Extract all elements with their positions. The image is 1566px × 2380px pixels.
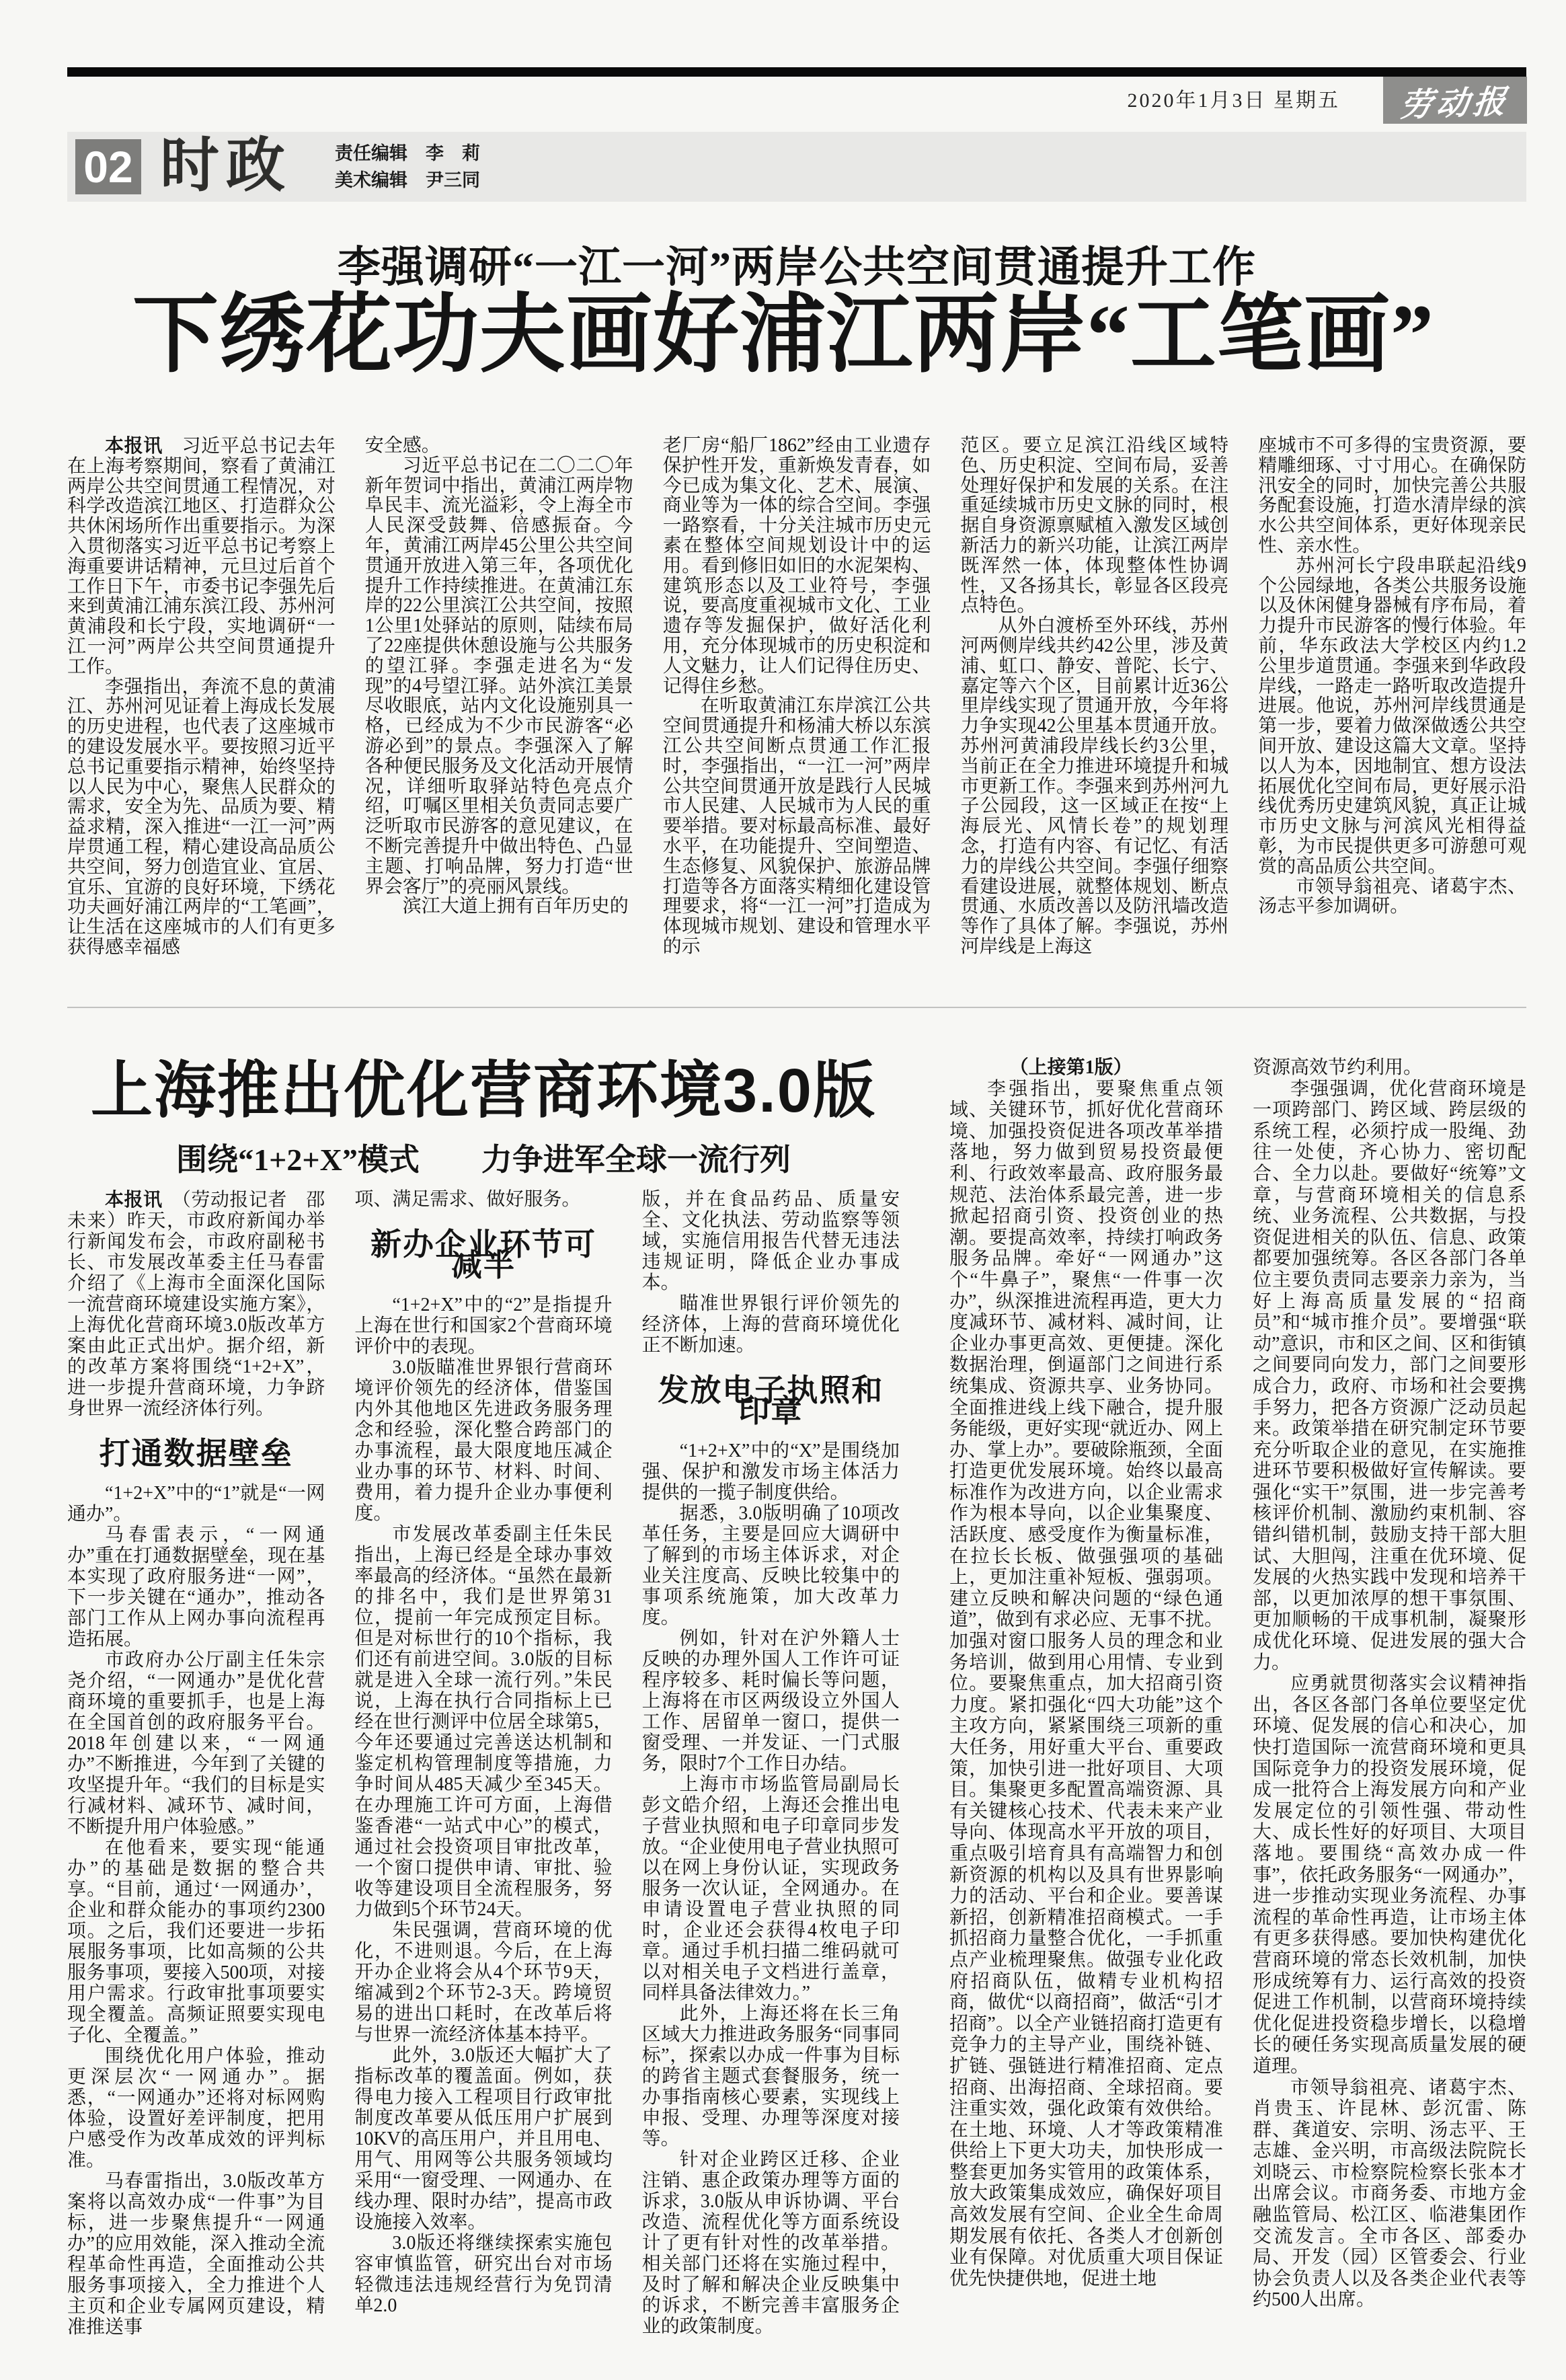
body-paragraph: 马春雷表示，“一网通办”重在打通数据壁垒，现在基本实现了政府服务进“一网”，下一步关键在“通办”，推动各部门工作从上网办事向流程再造拓展。 (67, 1525, 325, 1650)
body-paragraph: 李强指出，奔流不息的黄浦江、苏州河见证着上海成长发展的历史进程，也代表了这座城市的建设发展水平。要按照习近平总书记重要指示精神，始终坚持以人民为中心，聚焦人民群众的需求，安全为先、品质为要、精益求精，深入推进“一江一河”两岸贯通工程，精心建设高品质公共空间，努力创造宜业、宜居、宜乐、宜游的良好环境，下绣花功夫画好浦江两岸的“工笔画”，让生活在这座城市的人们有更多获得感幸福感 (67, 676, 336, 958)
body-paragraph: 滨江大道上拥有百年历史的 (402, 896, 629, 917)
body-paragraph: 针对企业跨区迁移、企业注销、惠企政策办理等方面的诉求，3.0版从申诉协调、平台改造、流程优化等方面系统设计了更有针对性的改革举措。相关部门还将在实施过程中，及时了解和解决企业反映集中的诉求，不断完善丰富服务企业的政策制度。 (641, 2149, 900, 2337)
text-column (67, 436, 336, 966)
article2-body (67, 1189, 900, 2365)
section-title: 时政 (160, 134, 292, 199)
page-number: 02 (75, 139, 141, 194)
lead-intro: 本报讯 (105, 436, 163, 456)
body-paragraph: 瞄准世界银行评价领先的经济体，上海的营商环境优化正不断加速。 (641, 1293, 900, 1356)
body-paragraph: 马春雷指出，3.0版改革方案将以高效办成“一件事”为目标，进一步聚焦提升“一网通办”的应用效能，深入推动全流程革命性再造，全面推动公共服务事项接入，全力推进个人主页和企业专属网页建设，精准推送事 (67, 2171, 325, 2338)
body-paragraph: 此外，上海还将在长三角区域大力推进政务服务“同事同标”，探索以办成一件事为目标的跨省主题式套餐服务，统一办事指南核心要素，实现线上申报、受理、办理等深度对接等。 (641, 2003, 900, 2149)
body-paragraph: 市发展改革委副主任朱民指出，上海已经是全球办事效率最高的经济体。“虽然在最新的排名中，我们是世界第31位，提前一年完成预定目标。但是对标世行的10个指标，我们还有前进空间。3.0版的目标就是进入全球一流行列。”朱民说，上海在执行合同指标上已经在世行测评中位居全球第5，今年还要通过完善送达机制和鉴定机构管理制度等措施，力争时间从485天减少至345天。在办理施工许可方面，上海借鉴香港“一站式中心”的模式，通过社会投资项目审批改革，一个窗口提供申请、审批、验收等建设项目全流程服务，努力做到5个环节24天。 (354, 1524, 613, 1920)
body-paragraph: 围绕优化用户体验，推动更深层次“一网通办”。据悉，“一网通办”还将对标网购体验，设置好差评制度，把用户感受作为改革成效的评判标准。 (67, 2046, 325, 2171)
text-column (663, 436, 931, 966)
top-rule (67, 67, 1526, 77)
editor-label: 美术编辑 (335, 170, 408, 190)
newspaper-logo (1383, 77, 1527, 124)
body-paragraph: 应勇就贯彻落实会议精神指出，各区各部门各单位要坚定优环境、促发展的信心和决心，加快打造国际一流营商环境和更具国际竞争力的投资发展环境，促成一批符合上海发展方向和产业发展定位的引领性强、带动性大、成长性好的好项目、大项目落地。要围绕“高效办成一件事”，依托政务服务“一网通办”，进一步推动实现业务流程、办事流程的革命性再造，让市场主体有更多获得感。要加快构建优化营商环境的常态长效机制，加快形成统筹有力、运行高效的投资促进工作机制，以营商环境持续优化促进投资稳步增长，以稳增长的硬任务实现高质量发展的硬道理。 (1253, 1673, 1526, 2077)
jump-label: （上接第1版） (1009, 1057, 1132, 1078)
body-paragraph: 在他看来，要实现“能通办”的基础是数据的整合共享。“目前，通过‘一网通办’，企业和群众能办的事项约2300项。之后，我们还要进一步拓展服务事项，比如高频的公共服务事项，要接入500项，对接用户需求。行政审批事项要实现全覆盖。高频证照要实现电子化、全覆盖。” (67, 1837, 325, 2046)
body-paragraph: 市政府办公厅副主任朱宗尧介绍，“一网通办”是优化营商环境的重要抓手，也是上海在全国首创的政府服务平台。2018年创建以来，“一网通办”不断推进，今年到了关键的攻坚提升年。“我们的目标是实行减材料、减环节、减时间，不断提升用户体验感。” (67, 1650, 325, 1837)
body-paragraph: 市领导翁祖亮、诸葛宇杰、汤志平参加调研。 (1258, 876, 1526, 917)
body-paragraph: 李强指出，要聚焦重点领域、关键环节，抓好优化营商环境、加强投资促进各项改革举措落地，努力做到贸易投资最便利、行政效率最高、政府服务最规范、法治体系最完善，进一步掀起招商引资、投资创业的热潮。要提高效率，持续打响政务服务品牌。牵好“一网通办”这个“牛鼻子”，聚焦“一件事一次办”，纵深推进流程再造，更大力度减环节、减材料、减时间，让企业办事更高效、更便捷。深化数据治理，倒逼部门之间进行系统集成、资源共享、业务协同。全面推进线上线下融合，提升服务能级，更好实现“就近办、网上办、掌上办”。要破除瓶颈，全面打造更优发展环境。始终以最高标准作为改进方向，以企业需求作为根本导向，以企业集聚度、活跃度、感受度作为衡量标准，在拉长长板、做强强项的基础上，更加注重补短板、强弱项。建立反映和解决问题的“绿色通道”，做到有求必应、无事不扰。加强对窗口服务人员的理念和业务培训，做到用心用情、专业到位。要聚焦重点，加大招商引资力度。紧扣强化“四大功能”这个主攻方向，紧紧围绕三项新的重大任务，用好重大平台、重要政策，加快引进一批好项目、大项目。集聚更多配置高端资源、具有关键核心技术、代表未来产业导向、体现高水平开放的项目，重点吸引培育具有高端智力和创新资源的机构以及具有世界影响力的活动、平台和企业。要善谋新招，创新精准招商模式。一手抓招商力量整合优化，一手抓重点产业梳理聚焦。做强专业化政府招商队伍，做精专业机构招商，做优“以商招商”，做活“引才招商”。以全产业链招商打造更有竞争力的主导产业，围绕补链、扩链、强链进行精准招商、定点招商、出海招商、全球招商。要注重实效，强化政策有效供给。在土地、环境、人才等政策精准供给上下更大功夫，加快形成一整套更加务实管用的政策体系，放大政策集成效应，确保好项目高效发展有空间、企业全生命周期发展有依托、各类人才创新创业有保障。对优质重大项目保证优先快捷供地，促进土地 (949, 1078, 1223, 2289)
body-paragraph: 习近平总书记在二〇二〇年新年贺词中指出，黄浦江两岸物阜民丰、流光溢彩，令上海全市人民深受鼓舞、倍感振奋。今年，黄浦江两岸45公里公共空间贯通开放进入第三年，各项优化提升工作持续推进。在黄浦江东岸的22公里滨江公共空间，按照1公里1处驿站的原则，陆续布局了22座提供休憩设施与公共服务的望江驿。李强走进名为“发现”的4号望江驿。站外滨江美景尽收眼底，站内文化设施别具一格，已经成为不少市民游客“必游必到”的景点。李强深入了解各种便民服务及文化活动开展情况，详细听取驿站特色亮点介绍，叮嘱区里相关负责同志要广泛听取市民游客的意见建议，在不断完善提升中做出特色、凸显主题、打响品牌，努力打造“世界会客厅”的亮丽风景线。 (364, 455, 633, 897)
body-paragraph: 市领导翁祖亮、诸葛宇杰、肖贵玉、许昆林、彭沉雷、陈群、龚道安、宗明、汤志平、王志雄、金兴明，市高级法院院长刘晓云、市检察院检察长张本才出席会议。市商务委、市地方金融监管局、松江区、临港集团作交流发言。全市各区、部委办局、开发（园）区管委会、行业协会负责人以及各类企业代表等约500人出席。 (1253, 2077, 1526, 2311)
body-paragraph: 据悉，3.0版明确了10项改革任务，主要是回应大调研中了解到的市场主体诉求，对企业关注度高、反映比较集中的事项系统施策，加大改革力度。 (641, 1503, 900, 1628)
body-paragraph: 版，并在食品药品、质量安全、文化执法、劳动监察等领域，实施信用报告代替无违法违规证明，降低企业办事成本。 (641, 1189, 900, 1293)
body-paragraph: 项、满足需求、做好服务。 (354, 1189, 581, 1210)
text-column (354, 1189, 612, 2365)
body-paragraph: 从外白渡桥至外环线，苏州河两侧岸线共约42公里，涉及黄浦、虹口、静安、普陀、长宁、嘉定等六个区，目前累计近36公里岸线实现了贯通开放，今年将力争实现42公里基本贯通开放。苏州河黄浦段岸线长约3公里，当前正在全力推进环境提升和城市更新工作。李强来到苏州河九子公园段，这一区域正在按“上海辰光、风情长卷”的规划理念，打造有内容、有记忆、有活力的岸线公共空间。李强仔细察看建设进展，就整体规划、断点贯通、水质改善以及防汛墙改造等作了具体了解。李强说，苏州河岸线是上海这 (960, 615, 1229, 957)
body-paragraph: 苏州河长宁段串联起沿线9个公园绿地，各类公共服务设施以及休闲健身器械有序布局，着力提升市民游客的慢行体验。年前，华东政法大学校区内约1.2公里步道贯通。李强来到华政段岸线，一路走一路听取改造提升进展。他说，苏州河岸线贯通是第一步，要着力做深做透公共空间开放、建设这篇大文章。坚持以人为本，因地制宜、想方设法拓展优化空间布局，更好展示沿线优秀历史建筑风貌，真正让城市历史文脉与河滨风光相得益彰，为市民提供更多可游憩可观赏的高品质公共空间。 (1258, 555, 1526, 877)
text-column (1253, 1057, 1526, 2365)
column-subhead: 发放电子执照和印章 (658, 1373, 884, 1428)
text-column (67, 1189, 325, 2365)
body-paragraph: 安全感。 (364, 436, 440, 456)
section-header-band (67, 132, 1526, 202)
text-column (642, 1189, 900, 2365)
body-paragraph: 范区。要立足滨江沿线区域特色、历史积淀、空间布局，妥善处理好保护和发展的关系。在注重延续城市历史文脉的同时，根据自身资源禀赋植入激发区域创新活力的新兴功能，让滨江两岸既浑然一体，体现整体性协调性，又各扬其长，彰显各区段亮点特色。 (960, 436, 1229, 617)
editor-name: 李 莉 (426, 143, 481, 163)
article1-headline: 下绣花功夫画好浦江两岸“工笔画” (132, 287, 1434, 383)
body-paragraph: 上海市市场监管局副局长彭文皓介绍，上海还会推出电子营业执照和电子印章同步发放。“企业使用电子营业执照可以在网上身份认证，实现政务服务一次认证，全网通办。在申请设置电子营业执照的同时，企业还会获得4枚电子印章。通过手机扫描二维码就可以对相关电子文档进行盖章，同样具备法律效力。” (641, 1774, 900, 2003)
editor-label: 责任编辑 (335, 143, 408, 163)
continuation-body (949, 1057, 1526, 2365)
body-paragraph: 资源高效节约利用。 (1253, 1057, 1423, 1078)
editor-credits (335, 140, 480, 194)
column-subhead: 新办企业环节可减半 (370, 1227, 596, 1282)
newspaper-logo-text: 劳动报 (1398, 83, 1512, 124)
body-paragraph: 李强强调，优化营商环境是一项跨部门、跨区域、跨层级的系统工程，必须拧成一股绳、劲往一处使，齐心协力、密切配合、全力以赴。要做好“统筹”文章，与营商环境相关的信息系统、业务流程、公共数据，与投资促进相关的队伍、信息、政策都要加强统筹。各区各部门各单位主要负责同志要亲力亲为，当好上海高质量发展的“招商员”和“城市推介员”。要增强“联动”意识，市和区之间、区和街镇之间要同向发力，部门之间要形成合力，政府、市场和社会要携手努力，把各方资源广泛动员起来。政策举措在研究制定环节要充分听取企业的意见，在实施推进环节要积极做好宣传解读。要强化“实干”氛围，进一步完善考核评价机制、激励约束机制、容错纠错机制，鼓励支持干部大胆试、大胆闯，注重在优环境、促发展的火热实践中发现和培养干部，以更加浓厚的想干事氛围、更加顺畅的干成事机制，凝聚形成优化环境、促进发展的强大合力。 (1253, 1078, 1526, 1673)
text-column (365, 436, 633, 966)
article2-subtitle: 围绕“1+2+X”模式 力争进军全球一流行列 (176, 1143, 791, 1177)
body-paragraph: 老厂房“船厂1862”经由工业遗存保护性开发，重新焕发青春，如今已成为集文化、艺术、展演、商业等为一体的综合空间。李强一路察看，十分关注城市历史元素在整体空间规划设计中的运用。看到修旧如旧的水泥架构、建筑形态以及工业符号，李强说，要高度重视城市文化、工业遗存等发掘保护，做好活化利用，充分体现城市的历史积淀和人文魅力，让人们记得住历史、记得住乡愁。 (662, 436, 931, 697)
masthead-date: 2020年1月3日 星期五 (1127, 89, 1340, 112)
body-paragraph: 座城市不可多得的宝贵资源，要精雕细琢、寸寸用心。在确保防汛安全的同时，加快完善公共服务配套设施，打造水清岸绿的滨水公共空间体系，更好体现亲民性、亲水性。 (1258, 436, 1526, 556)
body-paragraph: 在听取黄浦江东岸滨江公共空间贯通提升和杨浦大桥以东滨江公共空间断点贯通工作汇报时，李强指出，“一江一河”两岸公共空间贯通开放是践行人民城市人民建、人民城市为人民的重要举措。要对标最高标准、最好水平，在功能提升、空间塑造、生态修复、风貌保护、旅游品牌打造等各方面落实精细化建设管理要求，将“一江一河”打造成为体现城市规划、建设和管理水平的示 (662, 695, 931, 957)
body-paragraph: “1+2+X”中的“1”就是“一网通办”。 (67, 1483, 325, 1525)
article2-headline: 上海推出优化营商环境3.0版 (91, 1057, 876, 1125)
text-column (949, 1057, 1223, 2365)
body-paragraph: “1+2+X”中的“2”是指提升上海在世行和国家2个营商环境评价中的表现。 (354, 1295, 613, 1357)
body-paragraph: 3.0版瞄准世界银行营商环境评价领先的经济体，借鉴国内外其他地区先进政务服务理念和经验，深化整合跨部门的办事流程，最大限度地压减企业办事的环节、材料、时间、费用，着力提升企业办事便利度。 (354, 1357, 613, 1524)
editor-line (335, 140, 480, 167)
article1-kicker: 李强调研“一江一河”两岸公共空间贯通提升工作 (338, 243, 1256, 291)
text-column (960, 436, 1228, 966)
lead-intro: 本报讯 (105, 1189, 163, 1210)
body-paragraph: 例如，针对在沪外籍人士反映的办理外国人工作许可证程序较多、耗时偏长等问题，上海将在市区两级设立外国人工作、居留单一窗口，提供一窗受理、一并发证、一门式服务，限时7个工作日办结。 (641, 1628, 900, 1774)
body-paragraph: 此外，3.0版还大幅扩大了指标改革的覆盖面。例如，获得电力接入工程项目行政审批制度改革要从低压用户扩展到10KV的高压用户，并且用电、用气、用网等公共服务领域均采用“一窗受理、一网通办、在线办理、限时办结”，提高市政设施接入效率。 (354, 2045, 613, 2233)
body-paragraph: 3.0版还将继续探索实施包容审慎监管，研究出台对市场轻微违法违规经营行为免罚清单2.0 (354, 2233, 613, 2316)
body-paragraph: 朱民强调，营商环境的优化，不进则退。今后，在上海开办企业将会从4个环节9天，缩减到2个环节2-3天。跨境贸易的进出口耗时，在改革后将与世界一流经济体基本持平。 (354, 1920, 613, 2045)
editor-name: 尹三同 (426, 170, 481, 190)
editor-line (335, 167, 480, 194)
body-paragraph: “1+2+X”中的“X”是围绕加强、保护和激发市场主体活力提供的一揽子制度供给。 (641, 1441, 900, 1503)
article-divider (67, 1007, 1526, 1008)
body-paragraph: 本报讯 习近平总书记去年在上海考察期间，察看了黄浦江两岸公共空间贯通工程情况，对科学改造滨江地区、打造群众公共休闲场所作出重要指示。为深入贯彻落实习近平总书记考察上海重要讲话精神，元旦过后首个工作日下午，市委书记李强先后来到黄浦江浦东滨江段、苏州河黄浦段和长宁段，实地调研“一江一河”两岸公共空间贯通提升工作。 (67, 436, 336, 677)
article1-body (67, 436, 1526, 966)
body-paragraph: 本报讯 （劳动报记者 邵未来）昨天，市政府新闻办举行新闻发布会，市政府副秘书长、市发展改革委主任马春雷介绍了《上海市全面深化国际一流营商环境建设实施方案》，上海优化营商环境3.0版改革方案由此正式出炉。据介绍，新的改革方案将围绕“1+2+X”，进一步提升营商环境，力争跻身世界一流经济体行列。 (67, 1189, 325, 1419)
text-column (1258, 436, 1526, 966)
column-subhead: 打通数据壁垒 (99, 1436, 293, 1471)
